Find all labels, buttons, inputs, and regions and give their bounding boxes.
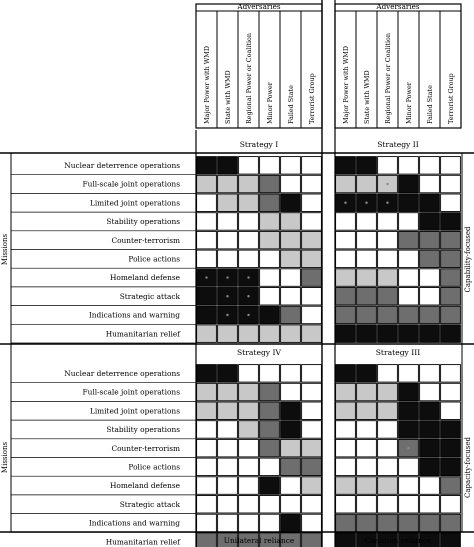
- matrix-cell: [281, 325, 301, 343]
- matrix-cell: [260, 175, 280, 193]
- matrix-cell: [441, 514, 461, 532]
- matrix-cell: [357, 269, 377, 287]
- matrix-cell: [420, 421, 440, 439]
- strategy-label: Strategy I: [239, 140, 279, 149]
- matrix-dot-marker: [386, 183, 388, 185]
- matrix-cell: [239, 514, 259, 532]
- matrix-cell: [378, 288, 398, 306]
- matrix-cell: [378, 439, 398, 457]
- matrix-cell: [197, 288, 217, 306]
- matrix-cell: [420, 402, 440, 420]
- matrix-cell: [336, 496, 356, 514]
- matrix-cell: [218, 514, 238, 532]
- matrix-cell: [260, 402, 280, 420]
- matrix-cell: [378, 402, 398, 420]
- matrix-cell: [441, 533, 461, 547]
- matrix-cell: [260, 439, 280, 457]
- matrix-cell: [378, 306, 398, 324]
- matrix-cell: [399, 325, 419, 343]
- mission-label: Stability operations: [106, 217, 180, 227]
- mission-label: Counter-terrorism: [111, 235, 180, 245]
- matrix-cell: [399, 157, 419, 175]
- matrix-dot-marker: [226, 295, 228, 297]
- matrix-cell: [420, 250, 440, 268]
- matrix-cell: [302, 231, 322, 249]
- right-axis-label: Capacity-focused: [464, 437, 472, 498]
- matrix-cell: [302, 306, 322, 324]
- matrix-cell: [378, 250, 398, 268]
- adversary-label: State with WMD: [363, 70, 371, 124]
- matrix-cell: [260, 194, 280, 212]
- matrix-cell: [441, 288, 461, 306]
- matrix-dot-marker: [205, 276, 207, 278]
- matrix-cell: [357, 458, 377, 476]
- matrix-cell: [218, 402, 238, 420]
- mission-label: Stability operations: [106, 425, 180, 435]
- matrix-cell: [378, 365, 398, 383]
- matrix-cell: [302, 269, 322, 287]
- matrix-cell: [281, 402, 301, 420]
- matrix-cell: [378, 325, 398, 343]
- matrix-cell: [441, 269, 461, 287]
- matrix-cell: [336, 533, 356, 547]
- matrix-cell: [378, 496, 398, 514]
- mission-label: Indications and warning: [88, 310, 180, 320]
- matrix-cell: [336, 439, 356, 457]
- matrix-cell: [420, 383, 440, 401]
- mission-label: Indications and warning: [88, 518, 180, 528]
- matrix-cell: [357, 421, 377, 439]
- matrix-cell: [420, 288, 440, 306]
- matrix-dot-marker: [407, 447, 409, 449]
- matrix-cell: [197, 325, 217, 343]
- strategy-label: Strategy II: [377, 140, 419, 149]
- mission-label: Strategic attack: [119, 291, 180, 301]
- matrix-cell: [218, 383, 238, 401]
- bottom-axis-label-unilateral: Unilateral reliance: [223, 536, 295, 545]
- matrix-dot-marker: [247, 276, 249, 278]
- matrix-cell: [302, 194, 322, 212]
- matrix-cell: [218, 421, 238, 439]
- matrix-cell: [302, 383, 322, 401]
- matrix-cell: [239, 194, 259, 212]
- matrix-dot-marker: [226, 276, 228, 278]
- matrix-cell: [239, 402, 259, 420]
- matrix-cell: [302, 458, 322, 476]
- matrix-cell: [197, 231, 217, 249]
- matrix-cell: [218, 175, 238, 193]
- matrix-cell: [239, 231, 259, 249]
- matrix-cell: [420, 514, 440, 532]
- matrix-cell: [260, 365, 280, 383]
- matrix-cell: [239, 458, 259, 476]
- matrix-cell: [281, 306, 301, 324]
- missions-label: Missions: [1, 233, 9, 266]
- matrix-cell: [336, 402, 356, 420]
- mission-label: Police actions: [128, 254, 180, 264]
- matrix-cell: [260, 213, 280, 231]
- matrix-cell: [281, 231, 301, 249]
- matrix-cell: [260, 269, 280, 287]
- mission-label: Counter-terrorism: [111, 443, 180, 453]
- adversary-label: Terrorist Group: [308, 73, 316, 124]
- matrix-cell: [239, 325, 259, 343]
- matrix-cell: [378, 213, 398, 231]
- matrix-cell: [420, 157, 440, 175]
- matrix-cell: [441, 213, 461, 231]
- matrix-cell: [336, 458, 356, 476]
- matrix-cell: [281, 288, 301, 306]
- strategy-label: Strategy III: [375, 348, 421, 357]
- matrix-cell: [336, 175, 356, 193]
- matrix-cell: [357, 514, 377, 532]
- matrix-cell: [336, 306, 356, 324]
- mission-label: Strategic attack: [119, 499, 180, 509]
- adversary-header-1: [196, 2, 322, 128]
- matrix-cell: [197, 175, 217, 193]
- matrix-cell: [357, 383, 377, 401]
- matrix-cell: [218, 477, 238, 495]
- matrix-cell: [336, 365, 356, 383]
- matrix-cell: [441, 458, 461, 476]
- matrix-cell: [441, 496, 461, 514]
- matrix-cell: [441, 194, 461, 212]
- matrix-cell: [281, 365, 301, 383]
- bottom-axis-label-coalition: Coalition reliance: [364, 536, 432, 545]
- matrix-cell: [336, 383, 356, 401]
- matrix-cell: [239, 383, 259, 401]
- matrix-cell: [260, 325, 280, 343]
- matrix-cell: [441, 175, 461, 193]
- matrix-cell: [218, 458, 238, 476]
- matrix-cell: [420, 325, 440, 343]
- matrix-cell: [197, 533, 217, 547]
- matrix-cell: [420, 477, 440, 495]
- matrix-cell: [302, 421, 322, 439]
- matrix-cell: [420, 439, 440, 457]
- matrix-cell: [218, 213, 238, 231]
- adversary-label: Terrorist Group: [447, 73, 455, 124]
- matrix-cell: [239, 250, 259, 268]
- matrix-cell: [336, 269, 356, 287]
- mission-label: Homeland defense: [109, 273, 180, 283]
- matrix-cell: [218, 325, 238, 343]
- matrix-cell: [378, 157, 398, 175]
- matrix-cell: [336, 514, 356, 532]
- adversary-label: Minor Power: [266, 82, 274, 124]
- matrix-cell: [420, 306, 440, 324]
- matrix-cell: [197, 365, 217, 383]
- matrix-cell: [441, 231, 461, 249]
- matrix-cell: [197, 213, 217, 231]
- matrix-cell: [197, 496, 217, 514]
- adversary-label: Minor Power: [405, 82, 413, 124]
- matrix-cell: [357, 439, 377, 457]
- matrix-cell: [281, 496, 301, 514]
- matrix-cell: [281, 157, 301, 175]
- mission-label: Limited joint operations: [89, 406, 180, 416]
- matrix-cell: [378, 269, 398, 287]
- matrix-cell: [441, 250, 461, 268]
- matrix-cell: [441, 306, 461, 324]
- matrix-cell: [399, 365, 419, 383]
- adversary-label: Failed State: [287, 85, 295, 124]
- matrix-cell: [357, 365, 377, 383]
- matrix-cell: [239, 213, 259, 231]
- matrix-cell: [357, 496, 377, 514]
- matrix-cell: [302, 477, 322, 495]
- matrix-cell: [260, 496, 280, 514]
- matrix-cell: [357, 477, 377, 495]
- matrix-cell: [302, 157, 322, 175]
- matrix-cell: [281, 250, 301, 268]
- matrix-cell: [441, 383, 461, 401]
- matrix-dot-marker: [226, 314, 228, 316]
- strategy-panel-2: [336, 140, 461, 342]
- matrix-cell: [357, 213, 377, 231]
- matrix-cell: [281, 383, 301, 401]
- matrix-cell: [302, 365, 322, 383]
- matrix-cell: [336, 157, 356, 175]
- matrix-cell: [218, 496, 238, 514]
- matrix-cell: [302, 533, 322, 547]
- matrix-cell: [239, 421, 259, 439]
- matrix-cell: [399, 269, 419, 287]
- matrix-cell: [302, 514, 322, 532]
- matrix-cell: [336, 231, 356, 249]
- matrix-cell: [197, 194, 217, 212]
- matrix-cell: [197, 439, 217, 457]
- matrix-cell: [239, 477, 259, 495]
- strategy-panel-1: [197, 140, 322, 342]
- adversary-label: Regional Power or Coalition: [245, 33, 253, 124]
- matrix-dot-marker: [247, 314, 249, 316]
- matrix-cell: [399, 514, 419, 532]
- matrix-cell: [399, 496, 419, 514]
- matrix-cell: [399, 402, 419, 420]
- matrix-cell: [260, 477, 280, 495]
- matrix-cell: [378, 421, 398, 439]
- matrix-cell: [302, 175, 322, 193]
- matrix-dot-marker: [386, 202, 388, 204]
- matrix-cell: [281, 213, 301, 231]
- adversaries-label: Adversaries: [237, 2, 281, 11]
- matrix-dot-marker: [247, 295, 249, 297]
- matrix-cell: [239, 439, 259, 457]
- matrix-cell: [357, 306, 377, 324]
- matrix-cell: [399, 250, 419, 268]
- mission-label: Limited joint operations: [89, 198, 180, 208]
- matrix-cell: [302, 250, 322, 268]
- matrix-cell: [441, 365, 461, 383]
- mission-label: Full-scale joint operations: [82, 179, 180, 189]
- matrix-cell: [336, 421, 356, 439]
- matrix-cell: [378, 231, 398, 249]
- matrix-cell: [420, 269, 440, 287]
- matrix-cell: [441, 157, 461, 175]
- matrix-cell: [260, 250, 280, 268]
- strategy-panel-4: [336, 348, 461, 547]
- matrix-cell: [336, 477, 356, 495]
- matrix-cell: [260, 288, 280, 306]
- matrix-cell: [281, 439, 301, 457]
- adversary-label: Failed State: [426, 85, 434, 124]
- matrix-cell: [197, 402, 217, 420]
- matrix-cell: [260, 231, 280, 249]
- matrix-cell: [357, 402, 377, 420]
- adversary-label: Major Power with WMD: [203, 46, 211, 124]
- matrix-cell: [197, 421, 217, 439]
- matrix-cell: [302, 288, 322, 306]
- matrix-cell: [357, 231, 377, 249]
- mission-label: Humanitarian relief: [105, 329, 180, 339]
- matrix-cell: [357, 325, 377, 343]
- matrix-cell: [441, 402, 461, 420]
- matrix-cell: [357, 157, 377, 175]
- matrix-cell: [260, 421, 280, 439]
- matrix-cell: [441, 477, 461, 495]
- matrix-cell: [281, 194, 301, 212]
- matrix-cell: [336, 288, 356, 306]
- matrix-cell: [336, 325, 356, 343]
- matrix-cell: [441, 325, 461, 343]
- adversary-label: Regional Power or Coalition: [384, 33, 392, 124]
- matrix-cell: [260, 514, 280, 532]
- matrix-cell: [260, 157, 280, 175]
- matrix-cell: [357, 288, 377, 306]
- mission-label: Police actions: [128, 462, 180, 472]
- adversaries-label: Adversaries: [376, 2, 420, 11]
- matrix-cell: [218, 365, 238, 383]
- missions-label: Missions: [1, 441, 9, 474]
- matrix-cell: [239, 496, 259, 514]
- adversary-label: State with WMD: [224, 70, 232, 124]
- matrix-cell: [218, 250, 238, 268]
- matrix-cell: [420, 194, 440, 212]
- matrix-cell: [281, 514, 301, 532]
- matrix-cell: [336, 213, 356, 231]
- matrix-cell: [399, 231, 419, 249]
- matrix-cell: [336, 250, 356, 268]
- matrix-cell: [281, 477, 301, 495]
- matrix-cell: [399, 194, 419, 212]
- matrix-cell: [260, 458, 280, 476]
- matrix-cell: [399, 421, 419, 439]
- matrix-cell: [281, 175, 301, 193]
- matrix-cell: [218, 231, 238, 249]
- matrix-cell: [218, 157, 238, 175]
- adversary-header-2: [335, 2, 461, 128]
- matrix-cell: [197, 306, 217, 324]
- matrix-cell: [420, 175, 440, 193]
- matrix-dot-marker: [365, 202, 367, 204]
- matrix-cell: [197, 157, 217, 175]
- right-axis-label: Capability-focused: [464, 226, 472, 293]
- matrix-cell: [302, 325, 322, 343]
- matrix-cell: [378, 514, 398, 532]
- mission-label: Homeland defense: [109, 481, 180, 491]
- matrix-cell: [420, 458, 440, 476]
- matrix-cell: [197, 383, 217, 401]
- matrix-cell: [399, 288, 419, 306]
- matrix-cell: [357, 175, 377, 193]
- matrix-cell: [420, 213, 440, 231]
- matrix-cell: [399, 213, 419, 231]
- matrix-cell: [441, 421, 461, 439]
- matrix-cell: [420, 231, 440, 249]
- matrix-cell: [197, 458, 217, 476]
- matrix-cell: [399, 175, 419, 193]
- matrix-cell: [197, 514, 217, 532]
- matrix-cell: [281, 269, 301, 287]
- strategy-label: Strategy IV: [236, 348, 282, 357]
- matrix-cell: [399, 458, 419, 476]
- matrix-cell: [302, 439, 322, 457]
- matrix-cell: [302, 402, 322, 420]
- matrix-cell: [302, 496, 322, 514]
- matrix-cell: [302, 213, 322, 231]
- matrix-cell: [197, 477, 217, 495]
- matrix-cell: [239, 365, 259, 383]
- matrix-cell: [399, 306, 419, 324]
- matrix-cell: [378, 477, 398, 495]
- matrix-cell: [239, 157, 259, 175]
- strategy-panel-3: [197, 348, 322, 547]
- matrix-cell: [260, 383, 280, 401]
- matrix-cell: [218, 194, 238, 212]
- matrix-cell: [420, 365, 440, 383]
- mission-label: Nuclear deterrence operations: [64, 160, 180, 170]
- matrix-cell: [281, 458, 301, 476]
- matrix-cell: [218, 439, 238, 457]
- adversary-label: Major Power with WMD: [342, 46, 350, 124]
- matrix-cell: [239, 175, 259, 193]
- mission-label: Nuclear deterrence operations: [64, 368, 180, 378]
- matrix-dot-marker: [344, 202, 346, 204]
- matrix-cell: [399, 477, 419, 495]
- matrix-cell: [420, 496, 440, 514]
- mission-label: Full-scale joint operations: [82, 387, 180, 397]
- matrix-cell: [378, 458, 398, 476]
- matrix-cell: [281, 421, 301, 439]
- matrix-cell: [197, 250, 217, 268]
- matrix-cell: [441, 439, 461, 457]
- matrix-cell: [399, 383, 419, 401]
- matrix-cell: [260, 306, 280, 324]
- matrix-cell: [357, 250, 377, 268]
- matrix-cell: [378, 383, 398, 401]
- mission-label: Humanitarian relief: [105, 537, 180, 547]
